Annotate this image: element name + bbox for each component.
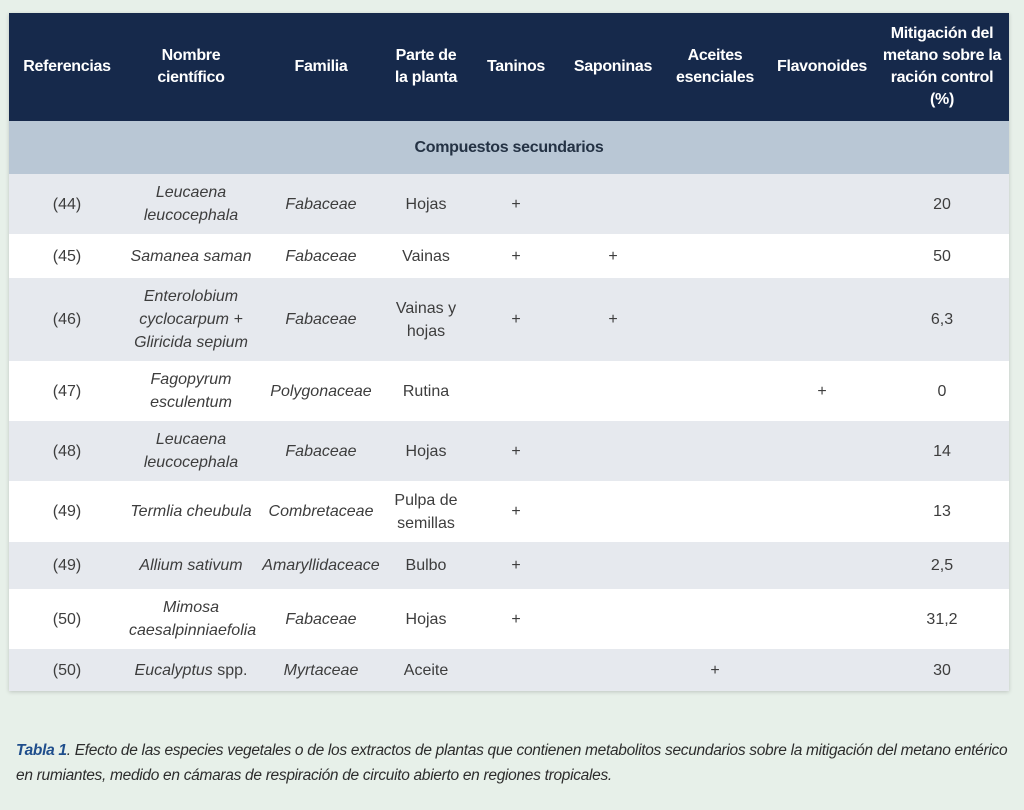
aceites-cell [661,174,769,234]
aceites-cell [661,361,769,421]
table-row [9,174,1009,234]
ref-cell [9,589,125,649]
mitigation-cell-text: 13 [933,503,951,520]
group-label: Compuestos secundarios [9,121,1009,174]
taninos-cell [467,421,565,481]
plant-part-cell-text: Hojas [405,442,447,460]
scientific-name-cell-text: Allium sativum [139,557,243,574]
family-cell-text: Fabaceae [285,195,357,213]
family-cell-text: Fabaceae [285,311,357,328]
mitigation-cell-text: 2,5 [930,557,954,574]
saponinas-cell [565,234,661,278]
saponinas-cell [565,649,661,691]
ref-cell-text: (49) [52,503,82,520]
saponinas-cell [565,589,661,649]
scientific-name-cell-text: Fagopyrum esculentum [150,371,232,411]
aceites-cell [661,421,769,481]
mitigation-cell [875,589,1009,649]
mitigation-cell-text: 14 [933,442,951,460]
ref-cell [9,174,125,234]
scientific-name-cell-text: Leucaena leucocephala [143,431,239,471]
plant-part-cell-text: Vainas y hojas [395,299,457,340]
mitigation-cell-text: 0 [937,382,947,400]
flavonoides-cell [769,278,875,361]
scientific-name-cell [125,481,257,542]
plant-part-cell [385,278,467,361]
family-cell-text: Combretaceae [268,503,374,520]
mitigation-cell [875,649,1009,691]
aceites-cell [661,278,769,361]
header-cell: Aceites esenciales [661,13,769,121]
family-cell [257,278,385,361]
plant-part-cell-text: Bulbo [405,557,447,574]
family-cell [257,174,385,234]
taninos-cell-text: + [511,247,521,265]
mitigation-cell-text: 30 [933,661,951,679]
header-cell: Flavonoides [769,13,875,121]
mitigation-cell-text: 50 [933,247,951,265]
taninos-cell [467,361,565,421]
family-cell [257,481,385,542]
header-cell: Referencias [9,13,125,121]
taninos-cell-text: + [511,503,521,520]
table-row [9,589,1009,649]
table-row [9,542,1009,589]
taninos-cell-text: + [511,610,521,628]
header-cell: Saponinas [565,13,661,121]
scientific-name-suffix: spp. [217,661,248,679]
flavonoides-cell [769,174,875,234]
taninos-cell [467,234,565,278]
family-cell [257,542,385,589]
table-row [9,278,1009,361]
mitigation-cell [875,174,1009,234]
flavonoides-cell [769,649,875,691]
saponinas-cell [565,421,661,481]
table-caption [16,738,1011,788]
scientific-name-cell-text: Samanea saman [130,247,252,265]
family-cell-text: Amaryllidaceace [262,557,380,574]
flavonoides-cell [769,481,875,542]
mitigation-cell [875,421,1009,481]
mitigation-cell [875,542,1009,589]
flavonoides-cell-text: + [817,382,827,400]
family-cell-text: Fabaceae [285,442,357,460]
scientific-name-cell [125,234,257,278]
table-card [9,13,1009,691]
taninos-cell [467,542,565,589]
mitigation-cell [875,234,1009,278]
family-cell [257,361,385,421]
scientific-name-cell-text: Mimosa caesalpinniaefolia [129,599,257,639]
aceites-cell [661,481,769,542]
aceites-cell [661,542,769,589]
taninos-cell-text: + [511,557,521,574]
family-cell [257,589,385,649]
plant-part-cell [385,542,467,589]
table-row [9,361,1009,421]
family-cell-text: Myrtaceae [283,661,359,679]
ref-cell-text: (49) [52,557,82,574]
mitigation-cell-text: 6,3 [930,311,954,328]
scientific-name-cell [125,649,257,691]
plant-part-cell [385,421,467,481]
ref-cell-text: (46) [52,311,82,328]
aceites-cell-text: + [710,661,720,679]
plant-part-cell-text: Hojas [405,195,447,213]
mitigation-cell [875,361,1009,421]
header-cell: Parte de la planta [385,13,467,121]
plant-part-cell-text: Aceite [403,661,449,679]
ref-cell [9,361,125,421]
scientific-name-cell-text: Leucaena leucocephala [143,184,239,224]
plant-part-cell-text: Vainas [402,247,450,265]
family-cell-text: Fabaceae [285,247,357,265]
flavonoides-cell [769,361,875,421]
saponinas-cell [565,361,661,421]
ref-cell-text: (50) [52,610,82,628]
scientific-name-cell [125,361,257,421]
family-cell [257,234,385,278]
saponinas-cell-text: + [608,247,618,265]
header-cell: Mitigación del metano sobre la ración control (%) [875,13,1009,121]
flavonoides-cell [769,234,875,278]
plant-part-cell [385,589,467,649]
scientific-name-cell-text: Eucalyptus [134,661,213,679]
scientific-name-cell-text: Enterolobium cyclocarpum + Gliricida sepium [134,288,248,351]
table-body [9,174,1009,691]
plant-part-cell-text: Hojas [405,610,447,628]
header-row [9,13,1009,121]
ref-cell-text: (44) [52,195,82,213]
mitigation-cell [875,481,1009,542]
mitigation-cell [875,278,1009,361]
flavonoides-cell [769,589,875,649]
ref-cell [9,542,125,589]
taninos-cell-text: + [511,195,521,213]
saponinas-cell [565,542,661,589]
flavonoides-cell [769,542,875,589]
family-cell-text: Polygonaceae [270,382,372,400]
plant-part-cell [385,481,467,542]
group-header-row [9,121,1009,174]
family-cell [257,421,385,481]
taninos-cell [467,278,565,361]
plant-part-cell [385,174,467,234]
plant-part-cell-text: Pulpa de semillas [394,491,458,532]
aceites-cell [661,649,769,691]
mitigation-cell-text: 20 [933,195,951,213]
plant-part-cell [385,234,467,278]
data-table [9,13,1009,691]
scientific-name-cell [125,174,257,234]
taninos-cell [467,174,565,234]
header-cell: Taninos [467,13,565,121]
ref-cell [9,649,125,691]
ref-cell [9,481,125,542]
header-cell: Familia [257,13,385,121]
table-row [9,234,1009,278]
taninos-cell [467,481,565,542]
taninos-cell [467,649,565,691]
header-cell: Nombre científico [125,13,257,121]
ref-cell-text: (47) [52,382,82,400]
taninos-cell-text: + [511,442,521,460]
scientific-name-cell [125,589,257,649]
table-row [9,481,1009,542]
table-row [9,649,1009,691]
aceites-cell [661,234,769,278]
taninos-cell [467,589,565,649]
ref-cell-text: (48) [52,442,82,460]
aceites-cell [661,589,769,649]
table-row [9,421,1009,481]
saponinas-cell [565,278,661,361]
family-cell-text: Fabaceae [285,610,357,628]
ref-cell [9,421,125,481]
saponinas-cell [565,174,661,234]
saponinas-cell-text: + [608,311,618,328]
scientific-name-cell-text: Termlia cheubula [130,503,252,520]
ref-cell-text: (50) [52,661,82,679]
caption-text: . Efecto de las especies vegetales o de los extractos de plantas que contienen metabolitos secundarios sobre la mitigación del metano entérico en rumiantes, medido en cámaras de respiración de circuito abierto en regiones tropicales. [16,742,1008,784]
taninos-cell-text: + [511,311,521,328]
scientific-name-cell [125,421,257,481]
caption-label: Tabla 1 [16,742,67,759]
scientific-name-cell [125,278,257,361]
flavonoides-cell [769,421,875,481]
saponinas-cell [565,481,661,542]
ref-cell-text: (45) [52,247,82,265]
plant-part-cell [385,649,467,691]
family-cell [257,649,385,691]
ref-cell [9,234,125,278]
plant-part-cell [385,361,467,421]
ref-cell [9,278,125,361]
scientific-name-cell [125,542,257,589]
mitigation-cell-text: 31,2 [926,610,958,628]
plant-part-cell-text: Rutina [402,382,450,400]
